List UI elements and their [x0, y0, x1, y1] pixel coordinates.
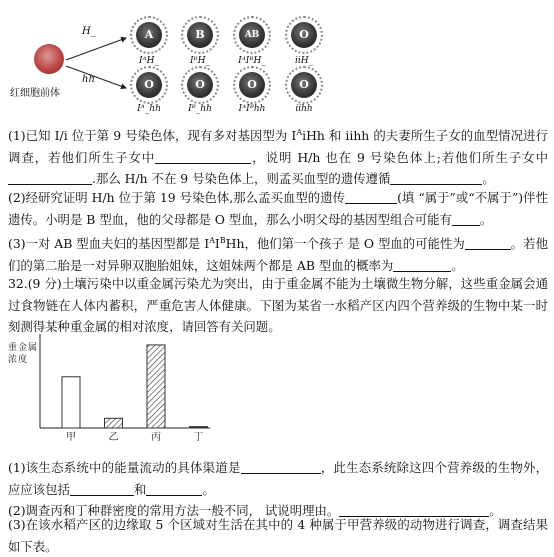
genotype-bottom-3: IᴬIᴮhh [238, 104, 266, 114]
bar-2 [105, 418, 123, 428]
cell-bottom-o-4: O [291, 72, 317, 98]
arrow-label-top: H_ [82, 26, 96, 37]
x-tick-label: 丙 [151, 432, 161, 442]
pathway-arrows [64, 28, 134, 98]
genotype-bottom-2: Iᴮ_hh [188, 104, 212, 114]
question-3: (3)一对 AB 型血夫妇的基因型都是 $I^AI^BHh$，他们第一个孩子 是 O 型血的可能性为 。若他们的第二胎是一对异卵双胞胎姐妹，这姐妹两个都是 AB 型血的概率为 。 [8, 236, 548, 273]
answer-blank[interactable] [155, 151, 251, 164]
genotype-top-3: IᴬIᴮH_ [238, 56, 266, 66]
sub-question-2: (2)调查丙和丁种群密度的常用方法一般不同， 试说明理由。 。 [8, 503, 502, 518]
answer-blank[interactable] [8, 172, 92, 185]
cell-top-b: B [187, 22, 213, 48]
question-2: (2)经研究证明 H/h 位于第 19 号染色体,那么孟买血型的遗传 (填 “属于”或“不属于”)伴性遗传。小明是 B 型血，他的父母都是 O 型血，那么小明父母的基因型组合可能有 。 [8, 190, 548, 227]
answer-blank[interactable] [345, 191, 397, 204]
cell-top-a: A [136, 22, 162, 48]
heavy-metal-bar-chart [0, 330, 230, 442]
sub-question-1: (1)该生态系统中的能量流动的具体渠道是 ，此生态系统除这四个营养级的生物外，应应该包括 和 。 [8, 460, 548, 497]
question-1: (1)已知 I/i 位于第 9 号染色体，现有多对基因型为 $I^AiHh$ 和 iihh 的夫妻所生子女的血型情况进行调查，若他们所生子女中 ，说明 H/h 也在 9 号染色体上;若他们所生子女中.那么 H/h 不在 9 号染色体上，则孟买血型的遗传遵循 。 [8, 128, 548, 186]
answer-blank[interactable] [241, 461, 321, 474]
answer-blank[interactable] [390, 172, 482, 185]
sub-question-3: (3)在该水稻产区的边缘取 5 个区域对生活在其中的 4 种属于甲营养级的动物进行调查，调查结果如下表。 [8, 517, 548, 554]
genotype-bottom-1: Iᴬ_hh [137, 104, 161, 114]
cell-bottom-o-2: O [187, 72, 213, 98]
genotype-top-2: IᴮH_ [189, 56, 211, 66]
genotype-bottom-4: iihh [295, 104, 313, 114]
genotype-top-1: IᴬH_ [139, 56, 159, 66]
cell-bottom-o-3: O [239, 72, 265, 98]
x-tick-label: 甲 [66, 432, 76, 442]
bar-1 [62, 377, 80, 428]
cell-top-ab: AB [239, 22, 265, 48]
bar-4 [190, 427, 208, 428]
arrow-label-bottom: hh [82, 74, 95, 85]
rbc-precursor-label: 红细胞前体 [10, 88, 60, 99]
y-axis-label: 重金属浓度 [8, 343, 38, 365]
bar-3 [147, 345, 165, 428]
x-tick-label: 丁 [193, 432, 204, 442]
answer-blank[interactable] [393, 259, 451, 272]
blood-type-diagram [0, 0, 554, 122]
answer-blank[interactable] [465, 237, 511, 250]
x-tick-label: 乙 [108, 432, 119, 442]
cell-top-o: O [291, 22, 317, 48]
question-32-intro: 32.(9 分)土壤污染中以重金属污染尤为突出，由于重金属不能为土壤微生物分解，这些重金属会通过食物链在人体内蓄积，严重危害人体健康。下图为某省一水稻产区内四个营养级的生物中某一时刻测得某种重金属的相对浓度，请回答有关问题。 [8, 276, 548, 334]
cell-bottom-o-1: O [136, 72, 162, 98]
answer-blank[interactable] [146, 483, 202, 496]
rbc-precursor-cell [34, 44, 64, 74]
answer-blank[interactable] [452, 213, 480, 226]
genotype-top-4: iiH_ [294, 56, 314, 66]
answer-blank[interactable] [70, 483, 134, 496]
